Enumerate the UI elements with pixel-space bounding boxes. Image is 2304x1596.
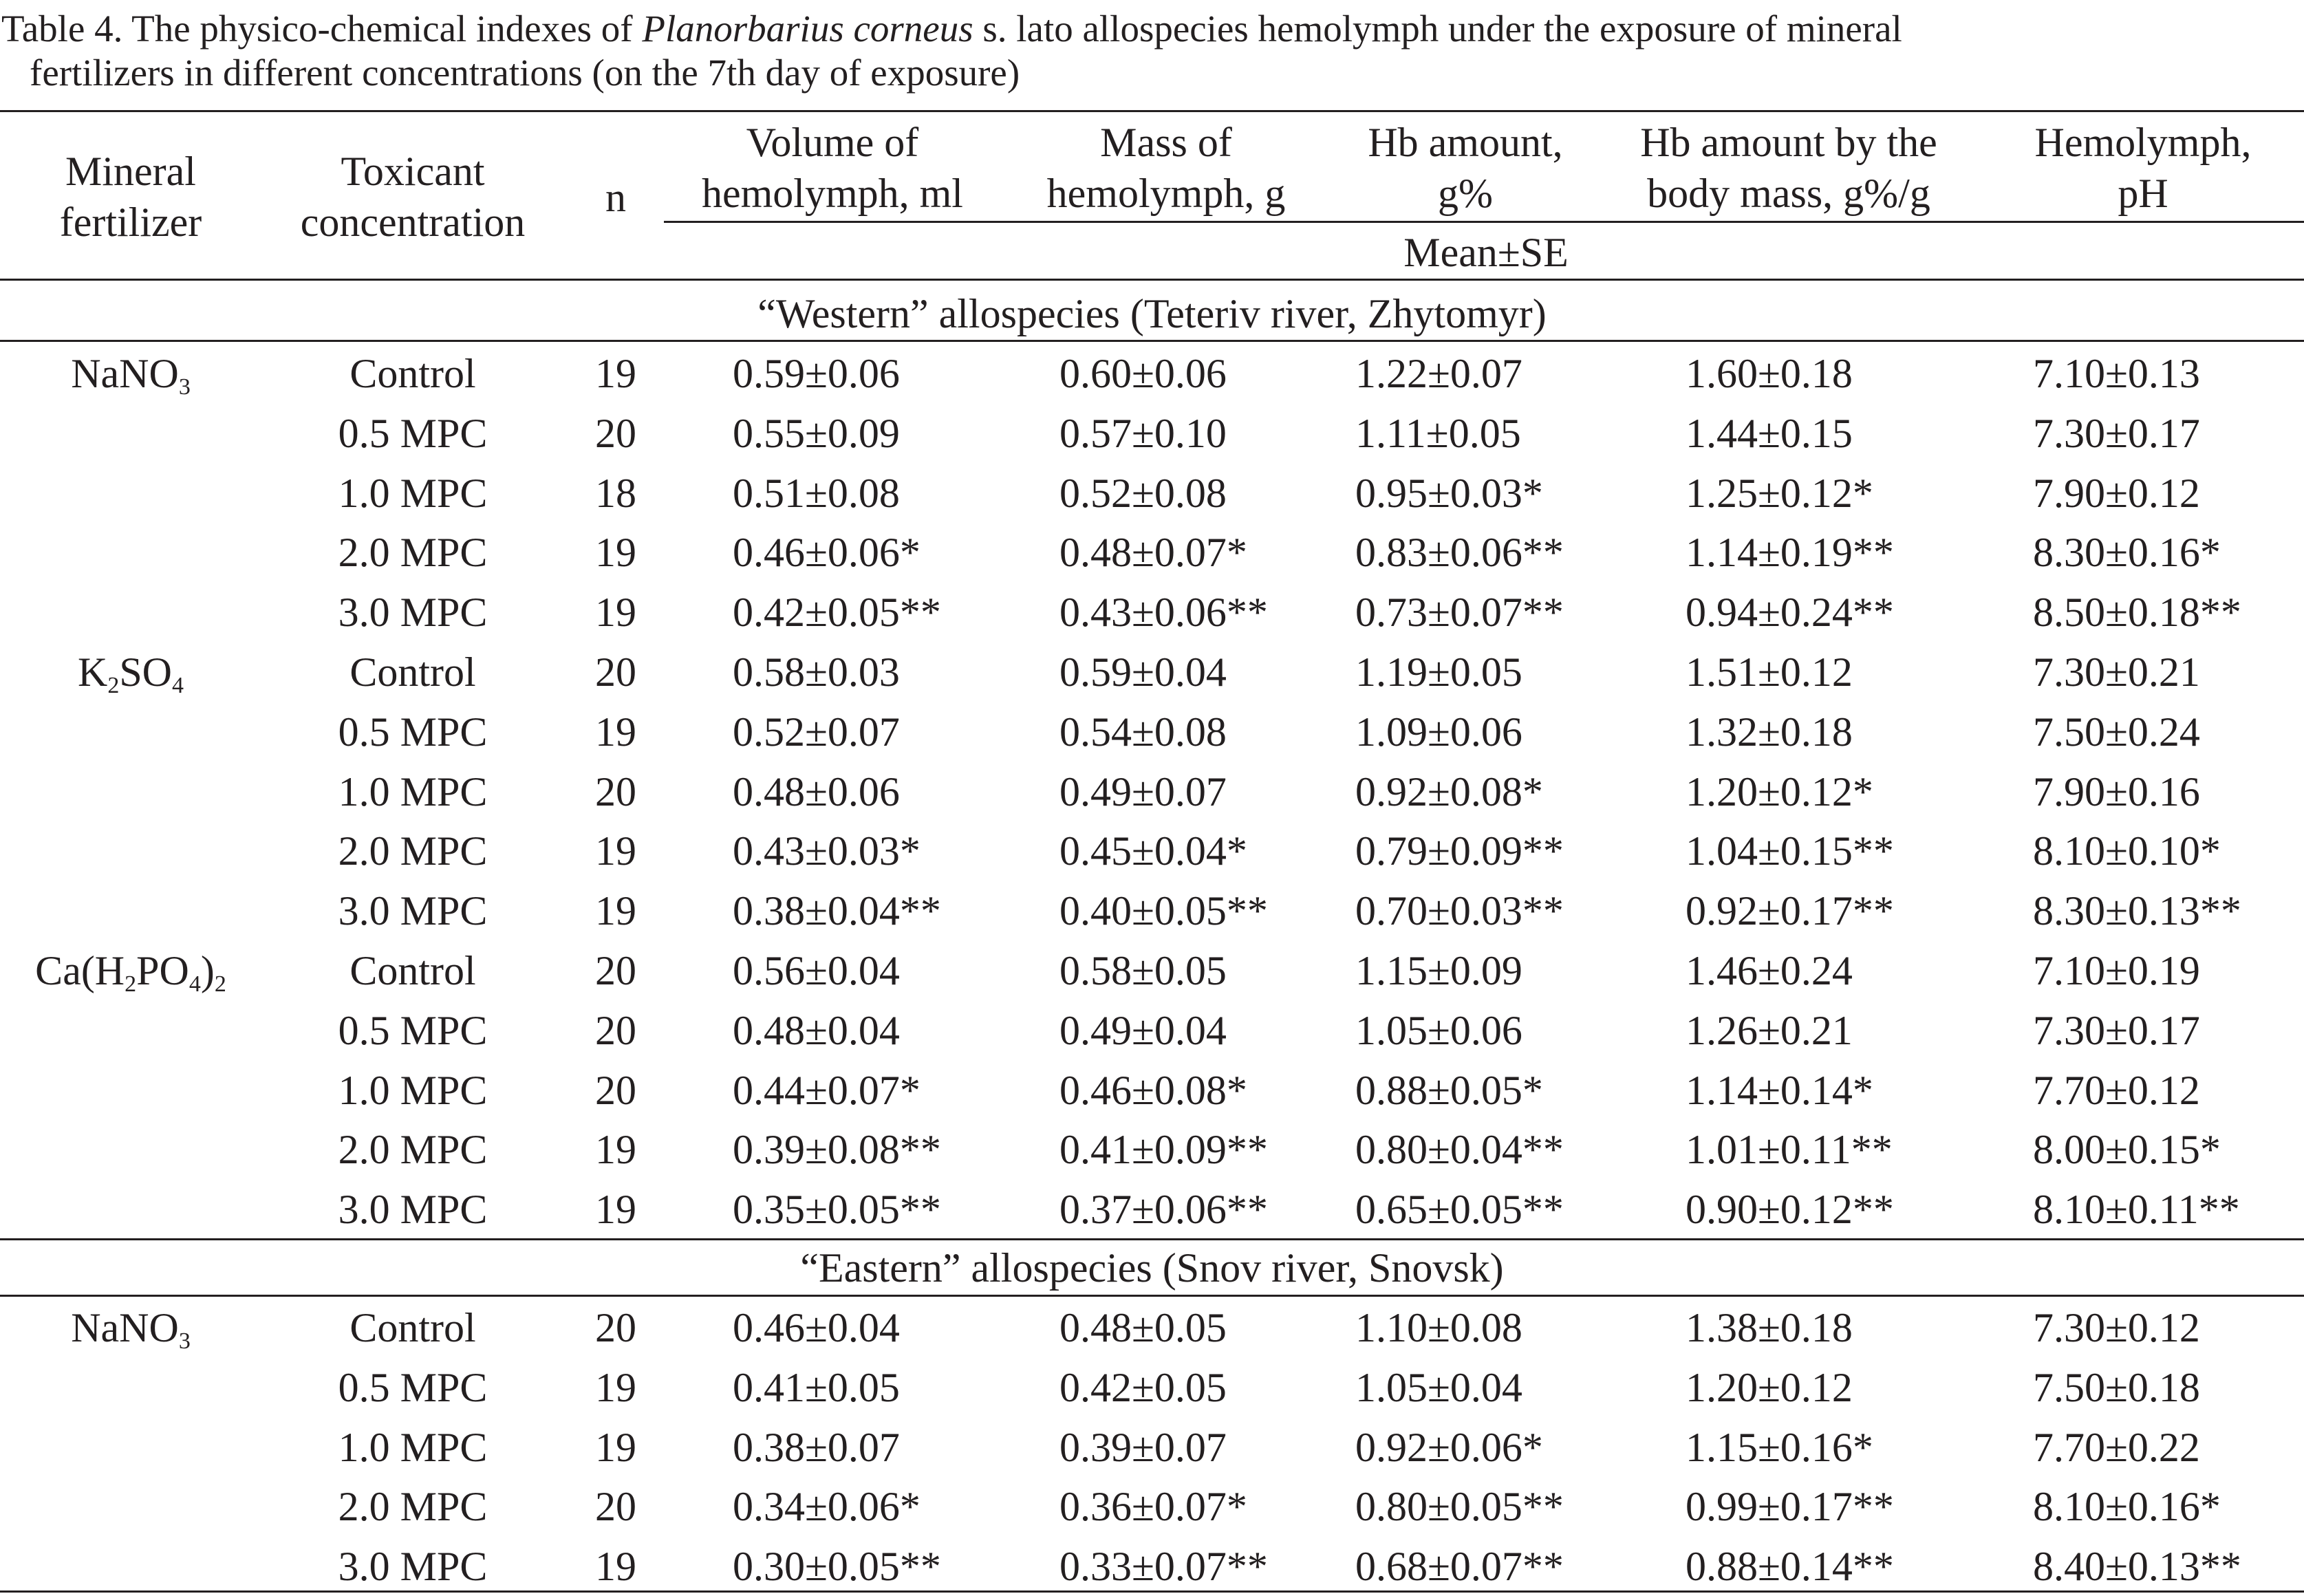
cell-mass: 0.49±0.04: [1059, 1008, 1227, 1053]
cell-volume: 0.43±0.03*: [733, 828, 920, 874]
cell-hb: 0.70±0.03**: [1355, 888, 1564, 934]
cell-mass: 0.43±0.06**: [1059, 590, 1268, 635]
fertilizer-name: [0, 941, 261, 1000]
cell-hb: 0.79±0.09**: [1355, 828, 1564, 874]
cell-n: 19: [595, 1365, 636, 1410]
cell-mass: 0.60±0.06: [1059, 351, 1227, 396]
cell-ph: 8.10±0.11**: [2033, 1187, 2240, 1232]
cell-ph: 7.30±0.17: [2033, 411, 2200, 456]
cell-mass: 0.59±0.04: [1059, 649, 1227, 695]
cell-ph: 8.40±0.13**: [2033, 1544, 2241, 1589]
cell-hb-mass: 1.20±0.12*: [1686, 769, 1873, 815]
cell-concentration: 0.5 MPC: [338, 1008, 488, 1053]
cell-mass: 0.36±0.07*: [1059, 1484, 1247, 1529]
cell-mass: 0.54±0.08: [1059, 709, 1227, 755]
cell-ph: 8.10±0.16*: [2033, 1484, 2221, 1529]
header-volume-line1: Volume of: [746, 120, 919, 165]
cell-hb-mass: 0.90±0.12**: [1686, 1187, 1894, 1232]
cell-volume: 0.34±0.06*: [733, 1484, 920, 1529]
cell-ph: 8.30±0.13**: [2033, 888, 2241, 934]
cell-n: 20: [595, 1484, 636, 1529]
cell-mass: 0.48±0.07*: [1059, 530, 1247, 575]
cell-n: 19: [595, 590, 636, 635]
cell-hb: 1.05±0.04: [1355, 1365, 1522, 1410]
cell-volume: 0.55±0.09: [733, 411, 900, 456]
cell-concentration: Control: [349, 351, 476, 396]
fertilizer-name: [0, 344, 261, 403]
header-fertilizer-line2: fertilizer: [59, 200, 202, 245]
header-fertilizer: [0, 146, 261, 248]
cell-hb-mass: 0.92±0.17**: [1686, 888, 1894, 934]
header-mass: [1011, 117, 1321, 219]
cell-ph: 7.10±0.19: [2033, 948, 2200, 993]
header-bottom-rule: [0, 279, 2304, 281]
header-mass-line1: Mass of: [1100, 120, 1232, 165]
header-mass-line2: hemolymph, g: [1046, 171, 1286, 216]
formula-part: K: [77, 649, 108, 695]
cell-hb-mass: 1.15±0.16*: [1686, 1425, 1873, 1470]
fertilizer-name: [0, 643, 261, 702]
formula-part: ): [200, 948, 215, 993]
cell-n: 19: [595, 530, 636, 575]
cell-hb: 1.15±0.09: [1355, 948, 1522, 993]
cell-volume: 0.59±0.06: [733, 351, 900, 396]
cell-n: 20: [595, 649, 636, 695]
cell-ph: 7.90±0.12: [2033, 471, 2200, 516]
cell-hb: 0.88±0.05*: [1355, 1068, 1543, 1113]
cell-n: 19: [595, 888, 636, 934]
cell-mass: 0.58±0.05: [1059, 948, 1227, 993]
cell-concentration: 2.0 MPC: [338, 530, 488, 575]
cell-volume: 0.42±0.05**: [733, 590, 941, 635]
cell-hb-mass: 1.60±0.18: [1686, 351, 1853, 396]
formula-part: NaNO: [71, 351, 179, 396]
header-ph-line1: Hemolymph,: [2034, 120, 2252, 165]
cell-volume: 0.52±0.07: [733, 709, 900, 755]
header-fertilizer-line1: Mineral: [65, 149, 196, 194]
header-concentration-line2: concentration: [300, 200, 526, 245]
cell-ph: 7.70±0.22: [2033, 1425, 2200, 1470]
cell-ph: 7.70±0.12: [2033, 1068, 2200, 1113]
cell-hb-mass: 1.01±0.11**: [1686, 1127, 1893, 1172]
cell-volume: 0.48±0.06: [733, 769, 900, 815]
header-volume: [671, 117, 994, 219]
table-top-rule: [0, 110, 2304, 112]
cell-hb: 0.65±0.05**: [1355, 1187, 1564, 1232]
cell-concentration: 1.0 MPC: [338, 471, 488, 516]
cell-mass: 0.42±0.05: [1059, 1365, 1227, 1410]
header-ph-line2: pH: [2118, 171, 2168, 216]
cell-volume: 0.56±0.04: [733, 948, 900, 993]
cell-hb: 1.22±0.07: [1355, 351, 1522, 396]
cell-ph: 8.50±0.18**: [2033, 590, 2241, 635]
formula-subscript: 3: [178, 374, 191, 400]
cell-hb: 0.95±0.03*: [1355, 471, 1543, 516]
header-hb-line1: Hb amount,: [1368, 120, 1563, 165]
cell-hb-mass: 1.04±0.15**: [1686, 828, 1894, 874]
cell-n: 20: [595, 769, 636, 815]
formula-subscript: 4: [172, 673, 184, 698]
cell-n: 19: [595, 351, 636, 396]
cell-ph: 7.90±0.16: [2033, 769, 2200, 815]
cell-ph: 8.00±0.15*: [2033, 1127, 2221, 1172]
cell-hb: 0.83±0.06**: [1355, 530, 1564, 575]
cell-volume: 0.48±0.04: [733, 1008, 900, 1053]
caption-line-1: [1, 4, 1902, 54]
cell-hb-mass: 1.25±0.12*: [1686, 471, 1873, 516]
header-ph: [1988, 117, 2298, 219]
cell-hb: 1.09±0.06: [1355, 709, 1522, 755]
cell-volume: 0.38±0.07: [733, 1425, 900, 1470]
cell-n: 18: [595, 471, 636, 516]
cell-n: 20: [595, 948, 636, 993]
cell-concentration: Control: [349, 948, 476, 993]
cell-concentration: 2.0 MPC: [338, 1127, 488, 1172]
cell-hb-mass: 1.20±0.12: [1686, 1365, 1853, 1410]
cell-hb-mass: 0.88±0.14**: [1686, 1544, 1894, 1589]
cell-hb: 0.80±0.04**: [1355, 1127, 1564, 1172]
cell-concentration: 1.0 MPC: [338, 769, 488, 815]
header-stat: Mean±SE: [1403, 230, 1569, 275]
cell-ph: 7.10±0.13: [2033, 351, 2200, 396]
fertilizer-name: [0, 1298, 261, 1357]
formula-part: NaNO: [71, 1305, 179, 1350]
cell-concentration: Control: [349, 649, 476, 695]
cell-n: 19: [595, 1187, 636, 1232]
cell-ph: 7.30±0.21: [2033, 649, 2200, 695]
cell-concentration: 1.0 MPC: [338, 1425, 488, 1470]
header-stat-rule: [664, 221, 2304, 223]
cell-volume: 0.44±0.07*: [733, 1068, 920, 1113]
cell-mass: 0.41±0.09**: [1059, 1127, 1268, 1172]
cell-hb-mass: 1.32±0.18: [1686, 709, 1853, 755]
header-volume-line2: hemolymph, ml: [702, 171, 963, 216]
cell-hb-mass: 1.26±0.21: [1686, 1008, 1853, 1053]
caption-suffix: s. lato allospecies hemolymph under the exposure of mineral: [973, 8, 1902, 50]
cell-volume: 0.46±0.04: [733, 1305, 900, 1350]
cell-ph: 7.50±0.18: [2033, 1365, 2200, 1410]
formula-subscript: 4: [189, 971, 201, 997]
cell-volume: 0.58±0.03: [733, 649, 900, 695]
cell-mass: 0.45±0.04*: [1059, 828, 1247, 874]
cell-hb-mass: 0.94±0.24**: [1686, 590, 1894, 635]
cell-concentration: 0.5 MPC: [338, 709, 488, 755]
cell-n: 20: [595, 1305, 636, 1350]
cell-n: 19: [595, 1544, 636, 1589]
cell-n: 20: [595, 1068, 636, 1113]
cell-hb-mass: 1.46±0.24: [1686, 948, 1853, 993]
cell-hb: 0.73±0.07**: [1355, 590, 1564, 635]
header-hb: [1342, 117, 1589, 219]
header-hb-mass-line2: body mass, g%/g: [1647, 171, 1930, 216]
cell-mass: 0.46±0.08*: [1059, 1068, 1247, 1113]
cell-n: 19: [595, 709, 636, 755]
cell-hb-mass: 1.14±0.19**: [1686, 530, 1894, 575]
formula-subscript: 3: [178, 1328, 191, 1354]
cell-hb: 0.92±0.06*: [1355, 1425, 1543, 1470]
cell-mass: 0.37±0.06**: [1059, 1187, 1268, 1232]
cell-mass: 0.48±0.05: [1059, 1305, 1227, 1350]
formula-part: Ca(H: [35, 948, 125, 993]
cell-volume: 0.51±0.08: [733, 471, 900, 516]
formula-part: SO: [119, 649, 173, 695]
header-hb-line2: g%: [1438, 171, 1493, 216]
formula-part: PO: [136, 948, 189, 993]
cell-hb: 1.19±0.05: [1355, 649, 1522, 695]
cell-mass: 0.39±0.07: [1059, 1425, 1227, 1470]
cell-ph: 8.30±0.16*: [2033, 530, 2221, 575]
cell-hb-mass: 1.44±0.15: [1686, 411, 1853, 456]
cell-mass: 0.57±0.10: [1059, 411, 1227, 456]
cell-ph: 7.30±0.17: [2033, 1008, 2200, 1053]
cell-concentration: 3.0 MPC: [338, 1187, 488, 1232]
cell-hb-mass: 0.99±0.17**: [1686, 1484, 1894, 1529]
header-concentration: [275, 146, 550, 248]
cell-n: 20: [595, 411, 636, 456]
cell-concentration: Control: [349, 1305, 476, 1350]
formula-subscript: 2: [107, 673, 120, 698]
cell-n: 19: [595, 1127, 636, 1172]
cell-volume: 0.35±0.05**: [733, 1187, 941, 1232]
cell-n: 19: [595, 828, 636, 874]
cell-concentration: 3.0 MPC: [338, 888, 488, 934]
section-label: “Eastern” allospecies (Snov river, Snovsk): [800, 1245, 1504, 1291]
cell-volume: 0.41±0.05: [733, 1365, 900, 1410]
cell-concentration: 0.5 MPC: [338, 411, 488, 456]
cell-volume: 0.38±0.04**: [733, 888, 941, 934]
cell-concentration: 3.0 MPC: [338, 1544, 488, 1589]
cell-hb: 0.92±0.08*: [1355, 769, 1543, 815]
cell-volume: 0.39±0.08**: [733, 1127, 941, 1172]
cell-concentration: 3.0 MPC: [338, 590, 488, 635]
cell-concentration: 2.0 MPC: [338, 828, 488, 874]
cell-hb-mass: 1.51±0.12: [1686, 649, 1853, 695]
header-hb-mass-line1: Hb amount by the: [1640, 120, 1937, 165]
cell-mass: 0.52±0.08: [1059, 471, 1227, 516]
caption-species: Planorbarius corneus: [642, 8, 973, 50]
cell-ph: 7.30±0.12: [2033, 1305, 2200, 1350]
cell-hb-mass: 1.14±0.14*: [1686, 1068, 1873, 1113]
cell-n: 20: [595, 1008, 636, 1053]
section-label: “Western” allospecies (Teteriv river, Zhytomyr): [757, 291, 1547, 336]
cell-ph: 7.50±0.24: [2033, 709, 2200, 755]
cell-hb: 1.05±0.06: [1355, 1008, 1522, 1053]
cell-mass: 0.33±0.07**: [1059, 1544, 1268, 1589]
cell-volume: 0.46±0.06*: [733, 530, 920, 575]
cell-mass: 0.49±0.07: [1059, 769, 1227, 815]
header-hb-mass: [1603, 117, 1974, 219]
header-concentration-line1: Toxicant: [341, 149, 485, 194]
caption-prefix: Table 4. The physico-chemical indexes of: [1, 8, 643, 50]
header-n: n: [605, 175, 626, 220]
cell-concentration: 1.0 MPC: [338, 1068, 488, 1113]
cell-hb: 1.10±0.08: [1355, 1305, 1522, 1350]
cell-ph: 8.10±0.10*: [2033, 828, 2221, 874]
cell-volume: 0.30±0.05**: [733, 1544, 941, 1589]
cell-concentration: 0.5 MPC: [338, 1365, 488, 1410]
cell-hb: 0.68±0.07**: [1355, 1544, 1564, 1589]
cell-hb: 0.80±0.05**: [1355, 1484, 1564, 1529]
cell-hb-mass: 1.38±0.18: [1686, 1305, 1853, 1350]
formula-subscript: 2: [214, 971, 226, 997]
formula-subscript: 2: [125, 971, 137, 997]
cell-concentration: 2.0 MPC: [338, 1484, 488, 1529]
caption-line-2: fertilizers in different concentrations (on the 7th day of exposure): [30, 52, 1020, 94]
cell-n: 19: [595, 1425, 636, 1470]
cell-hb: 1.11±0.05: [1355, 411, 1521, 456]
cell-mass: 0.40±0.05**: [1059, 888, 1268, 934]
